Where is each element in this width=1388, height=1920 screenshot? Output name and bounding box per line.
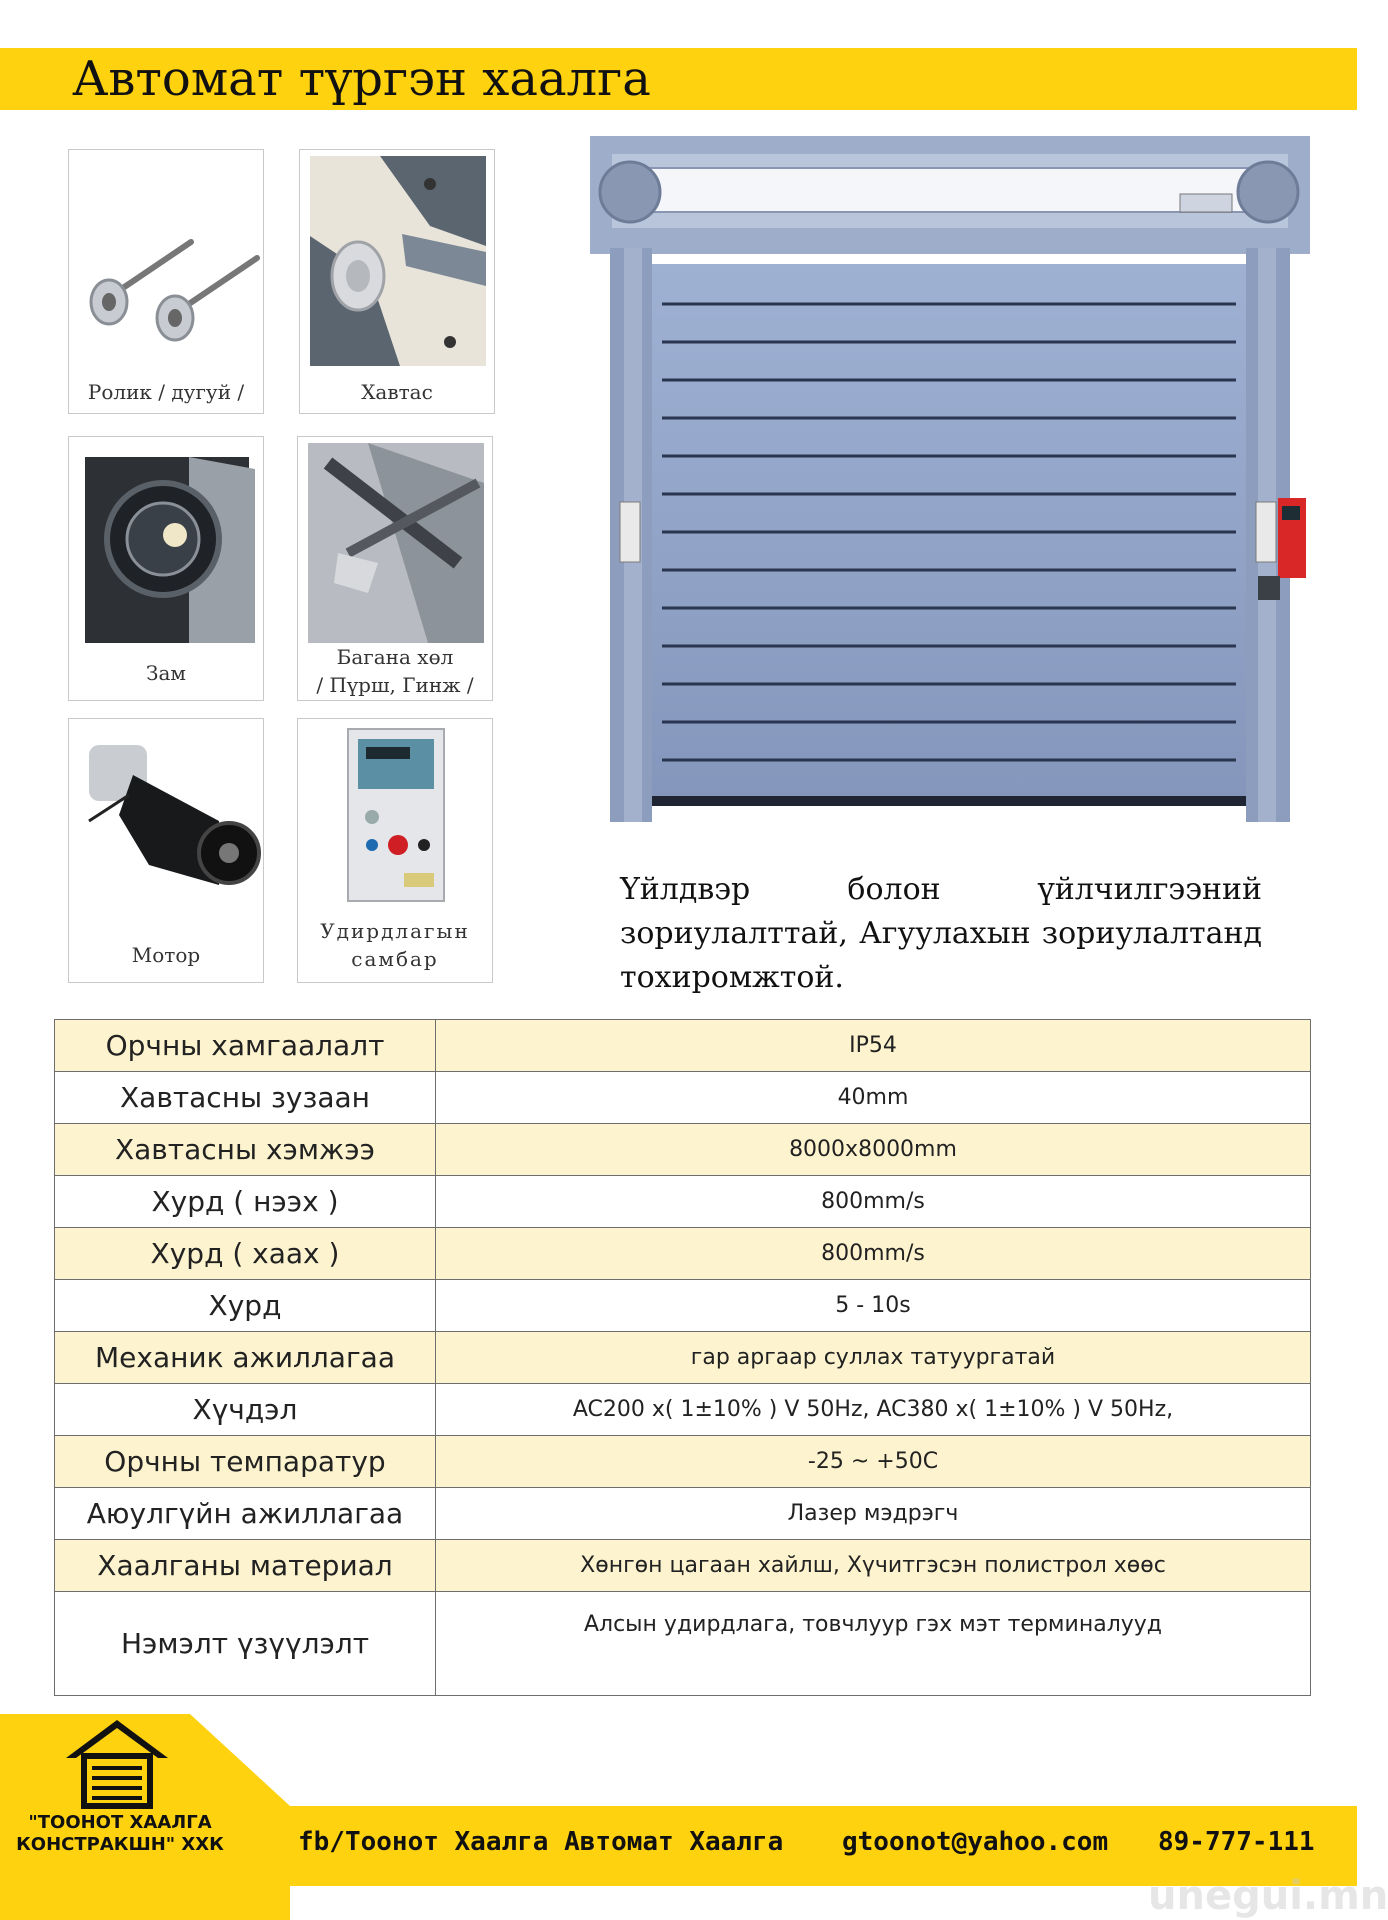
spec-value: Алсын удирдлага, товчлуур гэх мэт терминалууд (436, 1592, 1311, 1696)
company-name: "ТООНОТ ХААЛГА КОНСТРАКШН" ХХК (16, 1812, 224, 1855)
part-track (68, 436, 264, 701)
table-row (55, 1124, 1311, 1176)
title-bar (0, 48, 1357, 110)
spec-value: -25 ~ +50C (436, 1436, 1311, 1488)
table-row (55, 1020, 1311, 1072)
spec-value: AC200 x( 1±10% ) V 50Hz, AC380 x( 1±10% ) V 50Hz, (436, 1384, 1311, 1436)
spec-label: Хүчдэл (55, 1384, 436, 1436)
spec-value: гар аргаар суллах татуургатай (436, 1332, 1311, 1384)
roller-image (79, 156, 253, 356)
spec-label: Хурд ( хаах ) (55, 1228, 436, 1280)
spec-label: Хаалганы материал (55, 1540, 436, 1592)
description: Үйлдвэр болон үйлчилгээний зориулалттай, Агуулахын зориулалтанд тохиромжтой. (620, 872, 1262, 995)
spec-value: Лазер мэдрэгч (436, 1488, 1311, 1540)
page-title: Автомат түргэн хаалга (72, 51, 651, 107)
track-image (79, 443, 253, 643)
table-row (55, 1436, 1311, 1488)
table-row (55, 1176, 1311, 1228)
spec-label: Хурд ( нээх ) (55, 1176, 436, 1228)
part-panel (299, 149, 495, 414)
table-row (55, 1592, 1311, 1696)
table-row (55, 1072, 1311, 1124)
spec-value: 800mm/s (436, 1176, 1311, 1228)
door-image (590, 136, 1310, 836)
spec-value: 40mm (436, 1072, 1311, 1124)
facebook-link[interactable]: fb/Тоонот Хаалга Автомат Хаалга (298, 1827, 784, 1857)
part-control (297, 718, 493, 983)
part-column (297, 436, 493, 701)
part-panel-caption: Хавтас (361, 380, 433, 404)
email-link[interactable]: gtoonot@yahoo.com (842, 1827, 1109, 1857)
panel-image (310, 156, 484, 366)
table-row (55, 1332, 1311, 1384)
spec-label: Хавтасны зузаан (55, 1072, 436, 1124)
spec-label: Аюулгүйн ажиллагаа (55, 1488, 436, 1540)
table-row (55, 1228, 1311, 1280)
table-row (55, 1384, 1311, 1436)
spec-value: 5 - 10s (436, 1280, 1311, 1332)
spec-label: Хурд (55, 1280, 436, 1332)
part-track-caption: Зам (146, 661, 186, 685)
part-motor-caption: Мотор (131, 943, 201, 967)
table-row (55, 1488, 1311, 1540)
table-row (55, 1280, 1311, 1332)
spec-label: Орчны хамгаалалт (55, 1020, 436, 1072)
motor-image (79, 725, 253, 925)
part-column-caption: Багана хөл / Пүрш, Гинж / (316, 645, 474, 697)
phone-number: 89-777-111 (1158, 1827, 1315, 1857)
spec-label: Орчны темпаратур (55, 1436, 436, 1488)
part-roller-caption: Ролик / дугуй / (87, 380, 245, 404)
spec-value: Хөнгөн цагаан хайлш, Хүчитгэсэн полистрол хөөс (436, 1540, 1311, 1592)
spec-label: Хавтасны хэмжээ (55, 1124, 436, 1176)
garage-logo-icon (62, 1718, 172, 1808)
part-motor (68, 718, 264, 983)
column-image (308, 443, 482, 643)
part-roller (68, 149, 264, 414)
spec-label: Нэмэлт үзүүлэлт (55, 1592, 436, 1696)
spec-value: IP54 (436, 1020, 1311, 1072)
spec-table (54, 1019, 1311, 1696)
part-control-caption: Удирдлагын самбар (320, 919, 470, 971)
spec-label: Механик ажиллагаа (55, 1332, 436, 1384)
table-row (55, 1540, 1311, 1592)
spec-value: 800mm/s (436, 1228, 1311, 1280)
spec-value: 8000x8000mm (436, 1124, 1311, 1176)
control-image (308, 725, 482, 905)
watermark: unegui.mn (1148, 1873, 1388, 1919)
